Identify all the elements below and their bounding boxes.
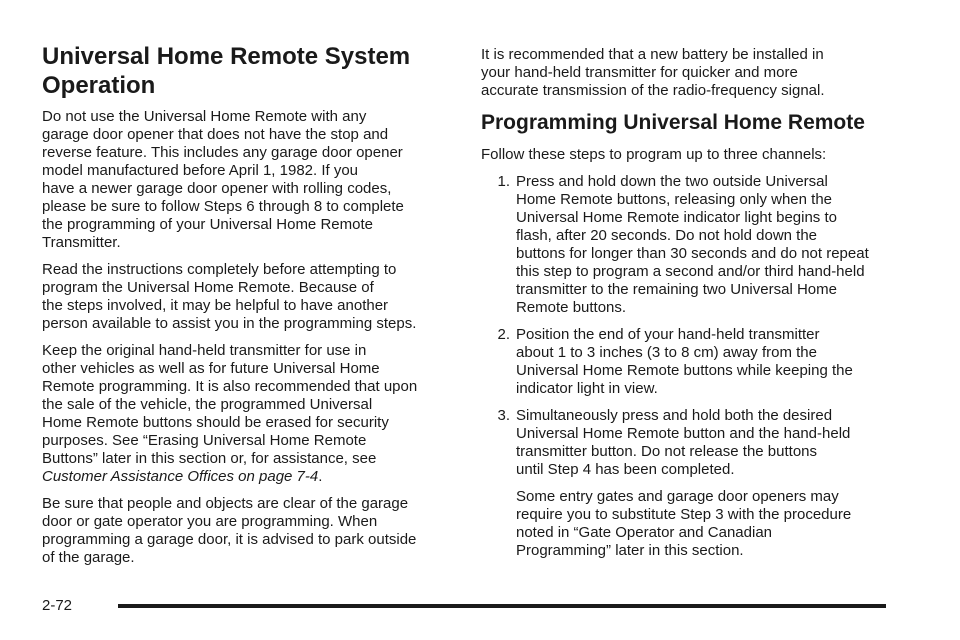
right-column: [481, 46, 901, 560]
section-title: Universal Home Remote System Operation: [42, 43, 411, 99]
step-item-2: [481, 326, 901, 398]
step-number: 3.: [497, 407, 510, 424]
left-column: [42, 42, 454, 576]
footer-rule: [118, 604, 886, 608]
step-number: 1.: [497, 173, 510, 190]
step-3-note: Some entry gates and garage door openers may require you to substitute Step 3 with the procedure noted in “Gate Operator and Canadian Programming” later in this section.: [516, 488, 852, 559]
step-item-1: [481, 173, 901, 317]
page-number: 2-72: [42, 597, 73, 614]
steps-list: [481, 173, 901, 560]
paragraph-keep-transmitter: [42, 342, 454, 486]
step-number: 2.: [497, 326, 510, 343]
paragraph-keep-transmitter-end: .: [318, 468, 323, 485]
programming-lead: Follow these steps to program up to three channels:: [481, 146, 827, 163]
step-item-3: [481, 407, 901, 479]
step-text: Press and hold down the two outside Universal Home Remote buttons, releasing only when the Universal Home Remote indicator light begins to flash, after 20 seconds. Do not hold down the buttons for longer than 30 seconds and do not repeat this step to program a second and/or third hand-held transmitter to the remaining two Universal Home Remote buttons.: [516, 173, 869, 316]
paragraph-keep-transmitter-text: Keep the original hand-held transmitter for use in other vehicles as well as for future Universal Home Remote programming. It is also recommended that upon the sale of the vehicle, the programmed Universal Home Remote buttons should be erased for security purposes. See “Erasing Universal Home Remote Buttons” later in this section or, for assistance, see: [42, 342, 418, 467]
paragraph-warning: Do not use the Universal Home Remote with any garage door opener that does not have the stop and reverse feature. This includes any garage door opener model manufactured before April 1, 1982. If you have a newer garage door opener with rolling codes, please be sure to follow Steps 6 through 8 to complete the programming of your Universal Home Remote Transmitter.: [42, 108, 404, 251]
programming-heading: Programming Universal Home Remote: [481, 111, 865, 134]
step-text: Position the end of your hand-held transmitter about 1 to 3 inches (3 to 8 cm) away from the Universal Home Remote buttons while keeping the indicator light in view.: [516, 326, 853, 397]
paragraph-read-instructions: Read the instructions completely before attempting to program the Universal Home Remote. Because of the steps involved, it may be helpful to have another person available to assist you in the programming steps.: [42, 261, 417, 332]
paragraph-clear-area: Be sure that people and objects are clear of the garage door or gate operator you are programming. When programming a garage door, it is advised to park outside of the garage.: [42, 495, 417, 566]
cross-reference-link[interactable]: Customer Assistance Offices on page 7-4: [42, 468, 319, 485]
paragraph-battery: It is recommended that a new battery be installed in your hand-held transmitter for quicker and more accurate transmission of the radio-frequency signal.: [481, 46, 825, 99]
step-text: Simultaneously press and hold both the desired Universal Home Remote button and the hand-held transmitter button. Do not release the buttons until Step 4 has been completed.: [516, 407, 851, 478]
